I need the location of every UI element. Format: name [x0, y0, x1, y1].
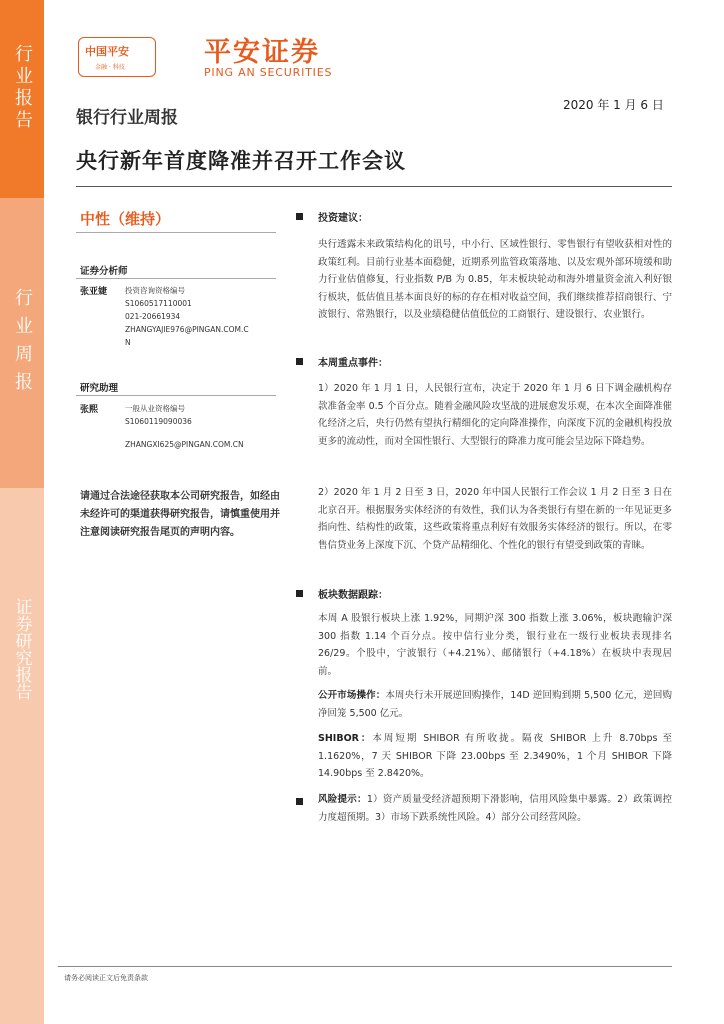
bullet-icon	[296, 213, 303, 220]
key-event-2: 2）2020 年 1 月 2 日至 3 日，2020 年中国人民银行工作会议 1 月 2 日至 3 日在北京召开。根据服务实体经济的有效性，我们认为各类银行有望在新的一年见证更多指向性、结构性的政策，这些政策将重点利好有效服务实体经济的银行。所以，在零售信贷业务上深度下沉、个贷产品精细化、个性化的银行有望受到政策的青睐。	[318, 487, 672, 551]
assistant-email[interactable]: ZHANGXI625@PINGAN.COM.CN	[125, 440, 244, 449]
analyst-email[interactable]: ZHANGYAJIE976@PINGAN.COM.C	[125, 325, 249, 334]
analyst-info	[125, 284, 249, 349]
open-market-text	[318, 687, 672, 722]
sector-data-text: 本周 A 股银行板块上涨 1.92%，同期沪深 300 指数上涨 3.06%，板块跑输沪深 300 指数 1.14 个百分点。按中信行业分类，银行业在一级行业板块表现排名 26/29。个股中，宁波银行（+4.21%）、邮储银行（+4.18%）在板块中表现居前。	[318, 613, 672, 677]
footer-note: 请务必阅读正文后免责条款	[64, 974, 148, 982]
sidebar	[0, 0, 44, 1024]
risk-warning-label: 风险提示：	[318, 794, 367, 805]
key-event-1: 1）2020 年 1 月 1 日，人民银行宣布，决定于 2020 年 1 月 6 日下调金融机构存款准备金率 0.5 个百分点。随着金融风险攻坚战的进展愈发乐观，在本次全面降准催化经济之后，央行仍然有望执行精细化的定向降准操作，向深度下沉的金融机构投放更多的流动性，而对全国性银行、大型银行的降准力度可能会呈边际下降趋势。	[318, 383, 672, 447]
page-title: 央行新年首度降准并召开工作会议	[76, 149, 406, 173]
shibor-body: 本周短期 SHIBOR 有所收拢。隔夜 SHIBOR 上升 8.70bps 至 1.1620%，7 天 SHIBOR 下降 23.00bps 至 2.3490%，1 个月 SHIBOR 下降 14.90bps 至 2.8420%。	[318, 733, 672, 779]
investment-advice-heading: 投资建议：	[318, 213, 368, 224]
group-logo-sub: 金融 · 科技	[95, 64, 125, 71]
key-events-heading: 本周重点事件：	[318, 358, 388, 369]
disclaimer: 请通过合法途径获取本公司研究报告，如经由未经许可的渠道获得研究报告，请慎重使用并注意阅读研究报告尾页的声明内容。	[80, 491, 280, 538]
assistant-divider	[76, 395, 276, 396]
group-logo-name: 中国平安	[85, 45, 129, 58]
analyst-name: 张亚婕	[80, 287, 108, 297]
analyst-email-cont: N	[125, 338, 131, 347]
bullet-icon	[296, 358, 303, 365]
report-date: 2020 年 1 月 6 日	[563, 98, 664, 112]
sidebar-section-research	[0, 488, 44, 1024]
footer-divider	[58, 966, 672, 967]
sidebar-section-report	[0, 0, 44, 198]
brand-name-cn: 平安证券	[204, 37, 320, 68]
rating-badge: 中性（维持）	[80, 210, 171, 228]
report-type: 银行行业周报	[76, 108, 178, 128]
assistant-cert-no: S1060119090036	[125, 417, 192, 426]
open-market-body: 本周央行未开展逆回购操作，14D 逆回购到期 5,500 亿元，逆回购净回笼 5,500 亿元。	[318, 690, 672, 719]
analyst-divider	[76, 278, 276, 279]
title-divider	[76, 186, 672, 187]
shibor-label: SHIBOR：	[318, 733, 373, 744]
analyst-qualification: 投资咨询资格编号	[125, 286, 185, 295]
sidebar-section-weekly	[0, 198, 44, 488]
risk-warning-text	[318, 791, 672, 826]
assistant-info	[125, 402, 244, 451]
sidebar-label-research: 证券研究报告	[11, 598, 32, 700]
risk-warning-body: 1）资产质量受经济超预期下滑影响，信用风险集中暴露。2）政策调控力度超预期。3）市场下跌系统性风险。4）部分公司经营风险。	[318, 794, 672, 823]
analyst-cert-no: S1060517110001	[125, 299, 192, 308]
sector-data-heading: 板块数据跟踪：	[318, 590, 388, 601]
shibor-text	[318, 730, 672, 783]
brand-name-en: PING AN SECURITIES	[204, 66, 333, 79]
bullet-icon	[296, 798, 303, 805]
group-logo	[78, 37, 156, 77]
assistant-name: 张熙	[80, 405, 99, 415]
analyst-phone: 021-20661934	[125, 312, 181, 321]
rating-divider	[76, 232, 276, 233]
assistant-heading: 研究助理	[80, 383, 119, 394]
investment-advice-text: 央行透露未来政策结构化的讯号，中小行、区域性银行、零售银行有望收获相对性的政策红利。目前行业基本面稳健，近期系列监管政策落地、以及宏观外部环境缓和助力行业估值修复，行业指数 P/B 为 0.85，年末板块轮动和海外增量资金流入利好银行板块，低估值且基本面良好的标的存在相对收益空间，我们继续推荐招商银行、宁波银行、常熟银行，以及业绩稳健估值低位的工商银行、建设银行、农业银行。	[318, 239, 672, 320]
analyst-heading: 证券分析师	[80, 266, 128, 277]
sidebar-label-report: 行业报告	[12, 44, 33, 132]
open-market-label: 公开市场操作：	[318, 690, 386, 701]
assistant-qualification: 一般从业资格编号	[125, 404, 185, 413]
bullet-icon	[296, 590, 303, 597]
sidebar-label-weekly: 行业周报	[12, 288, 33, 400]
